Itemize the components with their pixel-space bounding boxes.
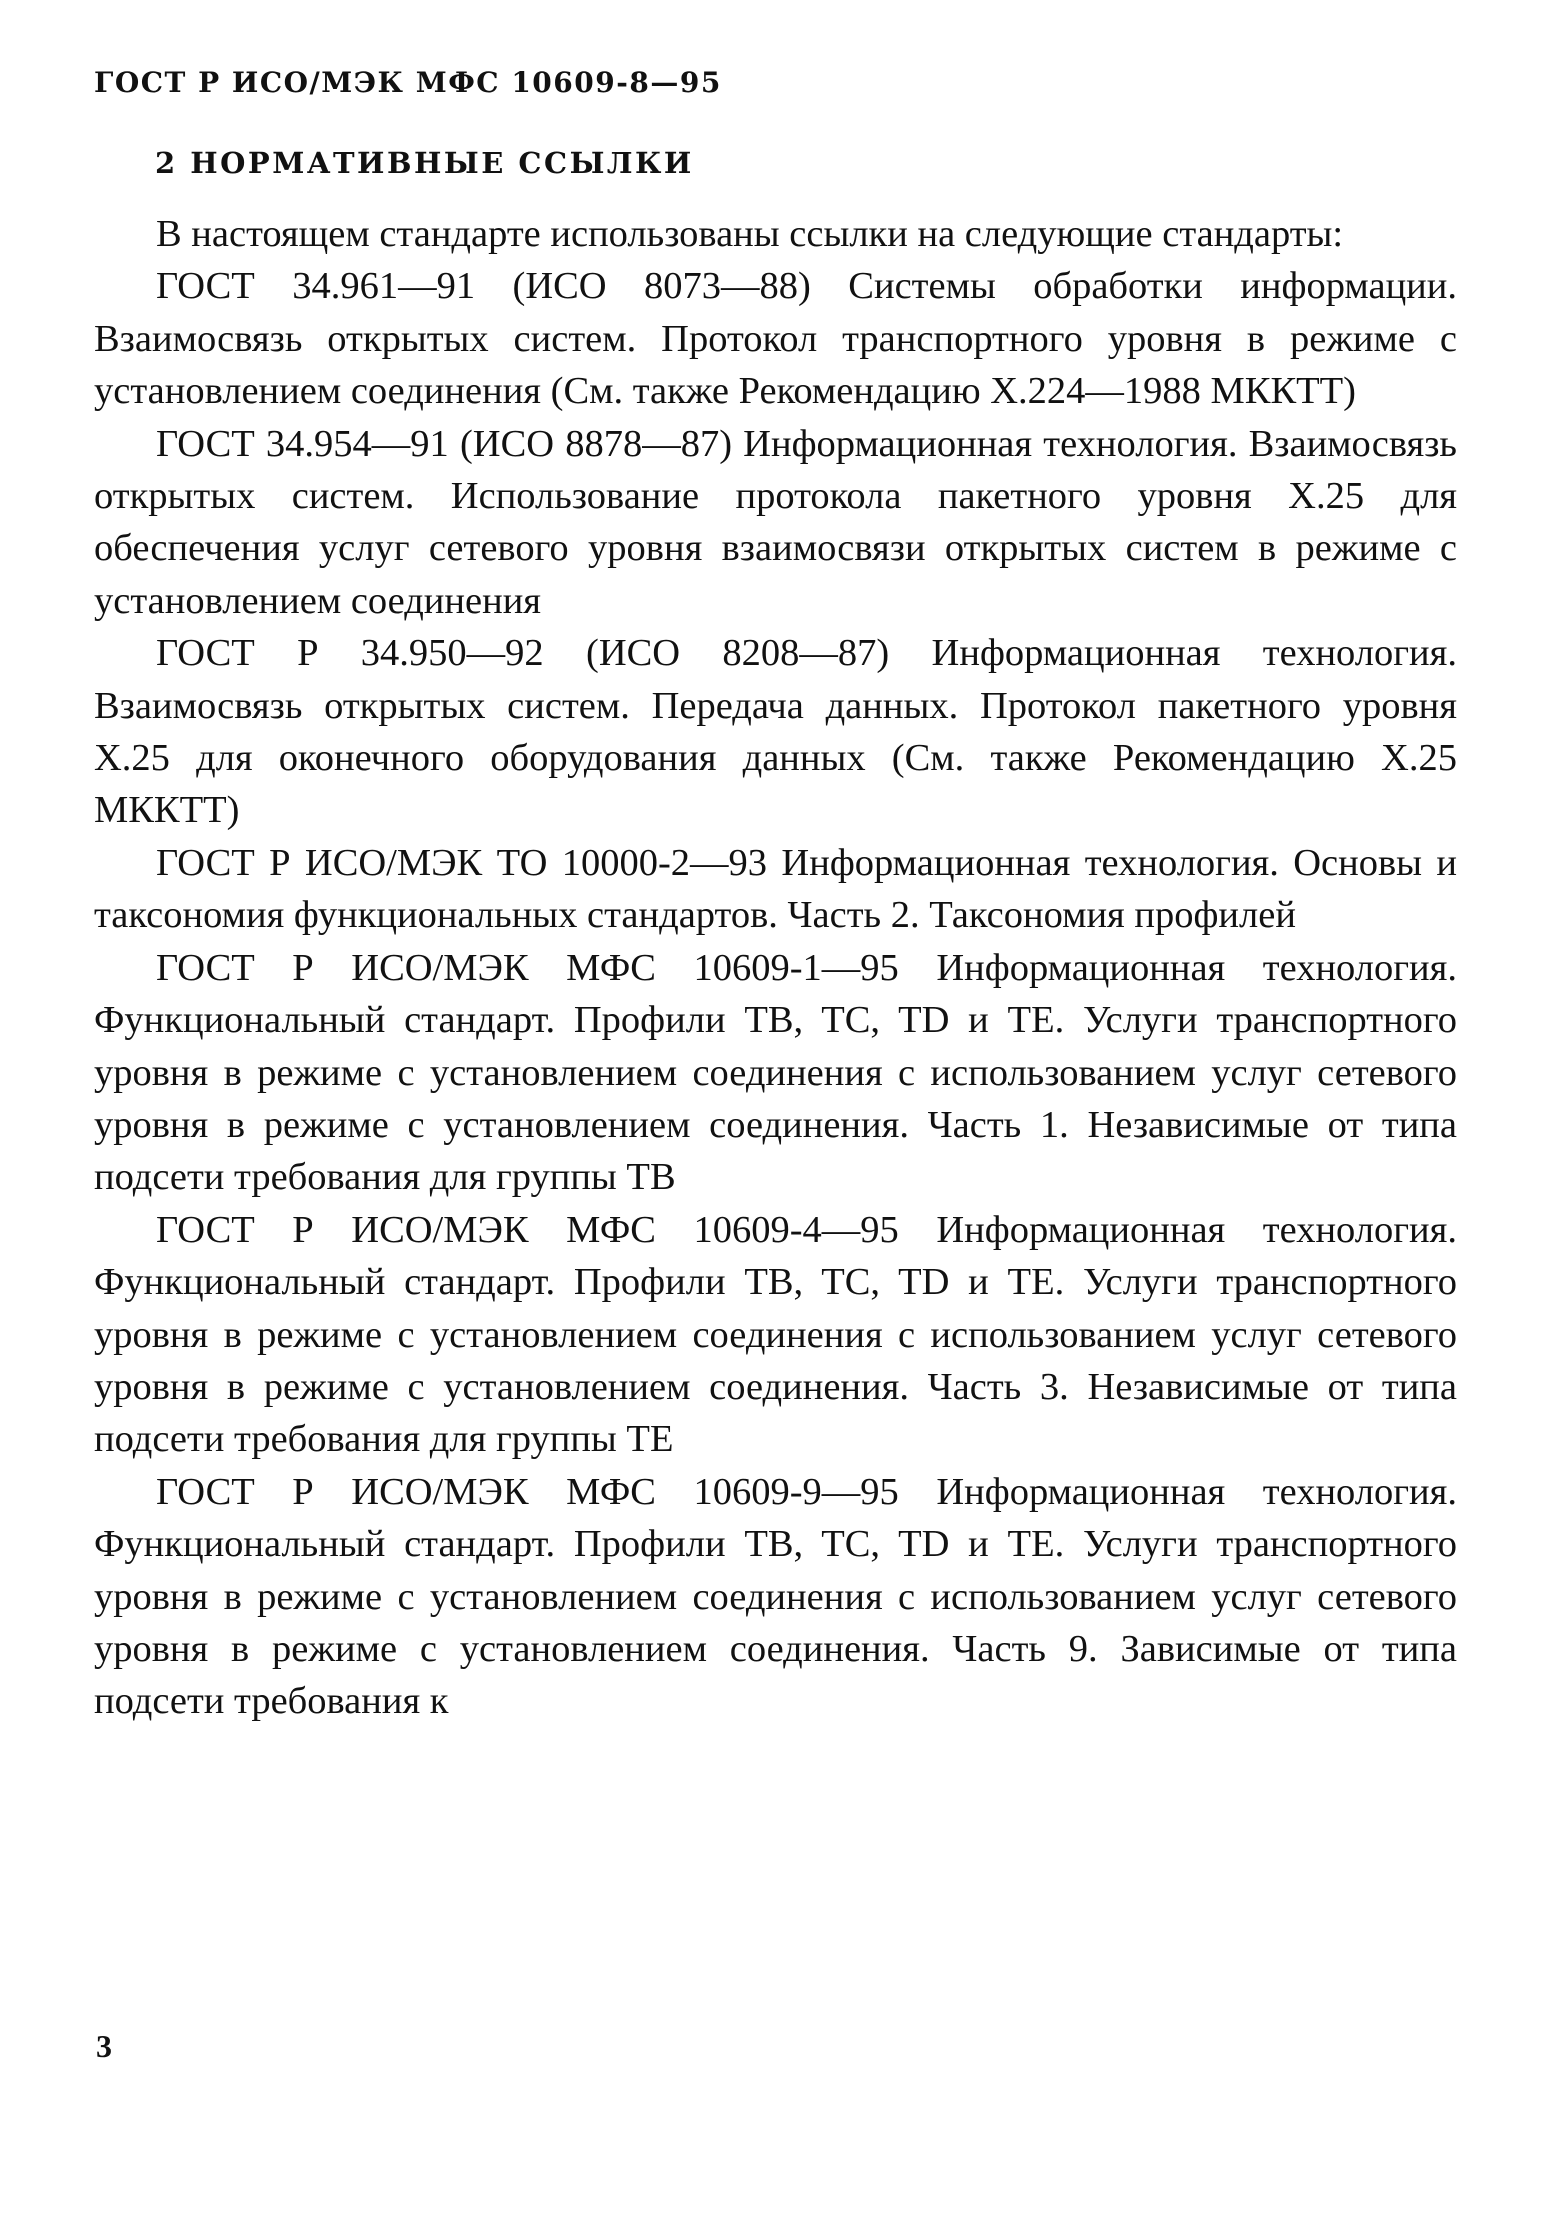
reference-gost-34-961: ГОСТ 34.961—91 (ИСО 8073—88) Системы обработки информации. Взаимосвязь открытых систем. Протокол транспортного уровня в режиме с установлением соединения (См. также Рекомендацию X.224—1988 МККТТ)	[94, 265, 1457, 413]
reference-gost-34-954: ГОСТ 34.954—91 (ИСО 8878—87) Информационная технология. Взаимосвязь открытых систем. Использование протокола пакетного уровня X.25 для обеспечения услуг сетевого уровня взаимосвязи открытых систем в режиме с установлением соединения	[94, 422, 1457, 622]
paragraph-intro: В настоящем стандарте использованы ссылки на следующие стандарты:	[156, 213, 1344, 255]
page-number: 3	[96, 2028, 112, 2064]
reference-gost-r-34-950: ГОСТ Р 34.950—92 (ИСО 8208—87) Информационная технология. Взаимосвязь открытых систем. Передача данных. Протокол пакетного уровня X.25 для оконечного оборудования данных (См. также Рекомендацию X.25 МККТТ)	[94, 632, 1457, 832]
body-text	[94, 208, 1457, 1728]
reference-gost-r-10609-4: ГОСТ Р ИСО/МЭК МФС 10609-4—95 Информационная технология. Функциональный стандарт. Профили TB, TC, TD и TE. Услуги транспортного уровня в режиме с установлением соединения с использованием услуг сетевого уровня в режиме с установлением соединения. Часть 3. Независимые от типа подсети требования для группы ТЕ	[94, 1208, 1457, 1461]
reference-gost-r-10609-1: ГОСТ Р ИСО/МЭК МФС 10609-1—95 Информационная технология. Функциональный стандарт. Профили TB, TC, TD и TE. Услуги транспортного уровня в режиме с установлением соединения с использованием услуг сетевого уровня в режиме с установлением соединения. Часть 1. Независимые от типа подсети требования для группы ТВ	[94, 946, 1457, 1199]
reference-gost-r-10609-9: ГОСТ Р ИСО/МЭК МФС 10609-9—95 Информационная технология. Функциональный стандарт. Профили TB, TC, TD и TE. Услуги транспортного уровня в режиме с установлением соединения с использованием услуг сетевого уровня в режиме с установлением соединения. Часть 9. Зависимые от типа подсети требования к	[94, 1470, 1457, 1723]
running-header: ГОСТ Р ИСО/МЭК МФС 10609-8—95	[94, 66, 722, 99]
section-heading: 2 НОРМАТИВНЫЕ ССЫЛКИ	[155, 146, 694, 180]
reference-gost-r-10000-2: ГОСТ Р ИСО/МЭК ТО 10000-2—93 Информационная технология. Основы и таксономия функциональных стандартов. Часть 2. Таксономия профилей	[94, 841, 1457, 937]
